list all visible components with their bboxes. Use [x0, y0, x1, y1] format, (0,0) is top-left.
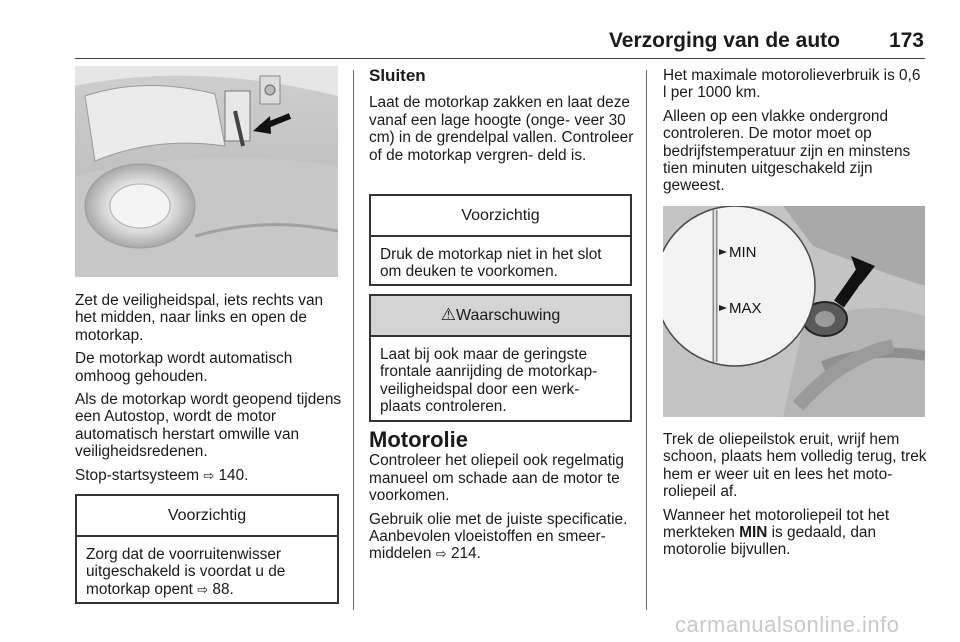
caution-text: Druk de motorkap niet in het slot om deuken te voorkomen. [380, 246, 602, 281]
right-column-text-top [663, 67, 925, 201]
section-heading-sluiten: Sluiten [369, 66, 426, 85]
column-divider-1 [353, 70, 354, 610]
watermark: carmanualsonline.info [675, 612, 900, 637]
dipstick-min-label: MIN [729, 244, 757, 261]
ref-page: 140. [218, 466, 249, 484]
section-heading-motorolie: Motorolie [369, 427, 468, 452]
paragraph: Als de motorkap wordt geopend tijdens een Autostop, wordt de motor automatisch herstart omwille van veiligheidsredenen. [75, 391, 342, 461]
min-mark: MIN [739, 524, 768, 542]
paragraph: Laat de motorkap zakken en laat deze vanaf een lage hoogte (onge- veer 30 cm) in de grendelpal vallen. Controleer of de motorkap vergren- deld is. [369, 94, 634, 164]
caution-text: Zorg dat de voorruitenwisser uitgeschakeld is voordat u de motorkap opent ⇨ 88. [86, 546, 286, 598]
left-column-text [75, 292, 343, 491]
paragraph: De motorkap wordt automatisch omhoog gehouden. [75, 350, 293, 385]
paragraph: Controleer het oliepeil ook regelmatig manueel om schade aan de motor te voorkomen. [369, 452, 624, 505]
hood-latch-illustration [75, 66, 338, 277]
motorolie-section [369, 427, 634, 570]
warning-icon: ⚠ [440, 305, 456, 325]
paragraph: Het maximale motorolieverbruik is 0,6 l per 1000 km. [663, 67, 921, 102]
page-ref-icon: ⇨ [197, 582, 209, 598]
caution-box [369, 194, 632, 286]
warning-text: Laat bij ook maar de geringste frontale aanrijding de motorkap- veiligheidspal door een werk- plaats controleren. [380, 346, 598, 416]
ref-text: Stop-startsysteem [75, 466, 200, 484]
header-divider [75, 58, 925, 59]
warning-box [369, 294, 632, 422]
cross-reference [75, 467, 343, 485]
caution-heading: Voorzichtig [371, 196, 630, 237]
oil-dipstick-illustration [663, 206, 925, 417]
paragraph: Trek de oliepeilstok eruit, wrijf hem schoon, plaats hem volledig terug, trek hem er weer uit en lees het moto- roliepeil af. [663, 431, 927, 501]
page-ref-icon: ⇨ [435, 547, 447, 563]
paragraph: Gebruik olie met de juiste specificatie. Aanbevolen vloeistoffen en smeer- middelen ⇨ 214. [369, 510, 628, 563]
caution-heading: Voorzichtig [77, 496, 337, 537]
header-title: Verzorging van de auto [608, 29, 840, 52]
warning-heading: ⚠Waarschuwing [371, 296, 630, 337]
page-ref-icon: ⇨ [203, 468, 215, 484]
dipstick-max-label: MAX [729, 300, 762, 317]
middle-column-text [369, 67, 634, 170]
caution-box [75, 494, 339, 604]
paragraph: Wanneer het motoroliepeil tot het merkteken MIN is gedaald, dan motorolie bijvullen. [663, 506, 890, 559]
right-column-text-bottom [663, 431, 928, 565]
page-number: 173 [888, 29, 924, 52]
column-divider-2 [646, 70, 647, 610]
paragraph: Zet de veiligheidspal, iets rechts van het midden, naar links en open de motorkap. [75, 292, 324, 344]
paragraph: Alleen op een vlakke ondergrond controleren. De motor moet op bedrijfstemperatuur zijn en minstens tien minuten uitgeschakeld zijn geweest. [663, 107, 911, 195]
